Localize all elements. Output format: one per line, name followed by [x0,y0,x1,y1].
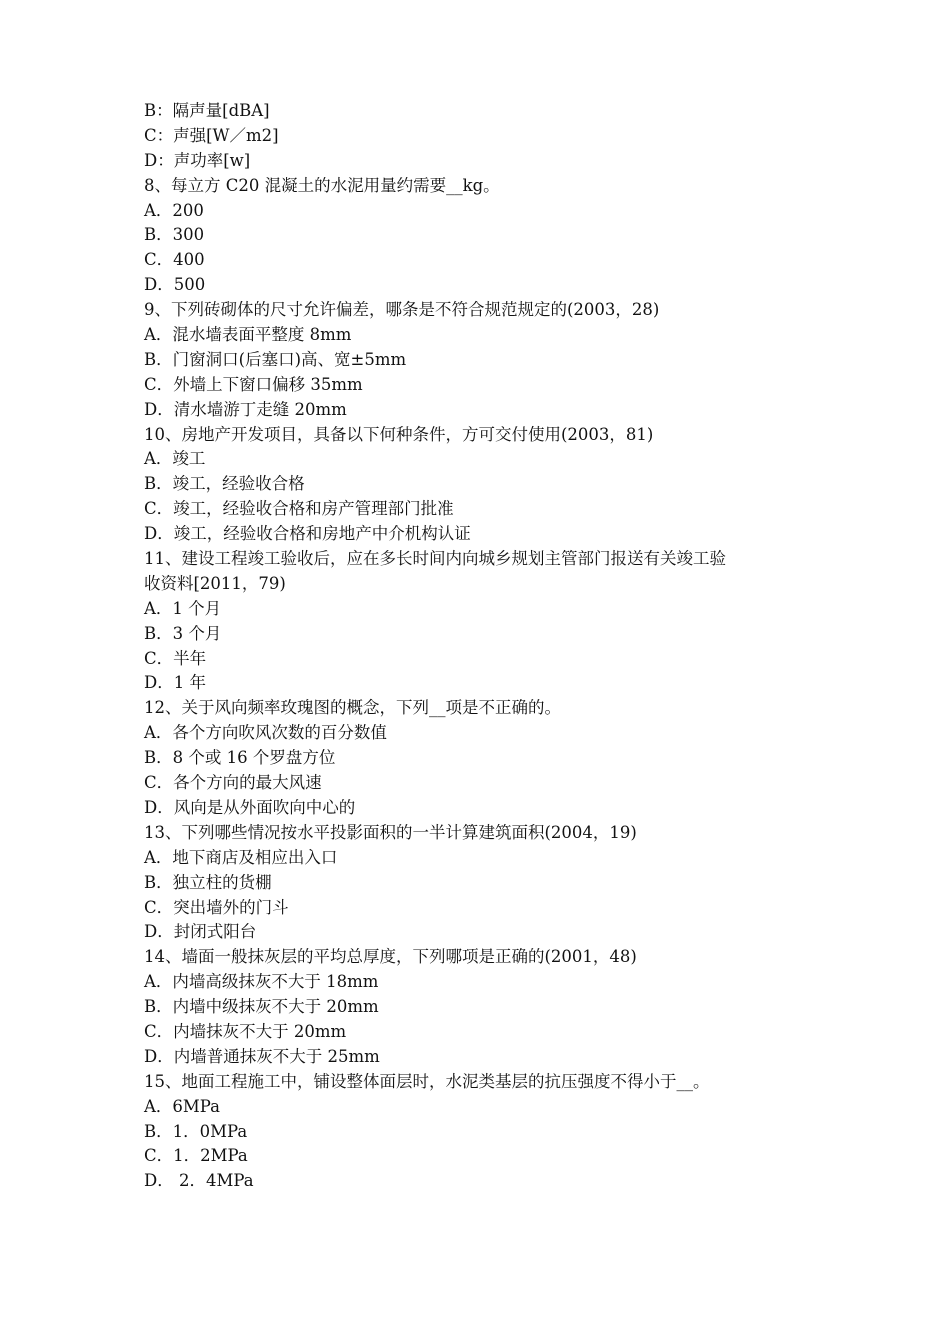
option-line: D：声功率[w] [144,150,251,170]
option-line: B．内墙中级抹灰不大于 20mm [144,997,379,1017]
option-line: B．竣工，经验收合格 [144,474,305,494]
option-line: D．竣工，经验收合格和房地产中介机构认证 [144,524,471,544]
option-line: C．突出墙外的门斗 [144,897,289,917]
option-line: A．内墙高级抹灰不大于 18mm [144,972,379,992]
option-line: C：声强[W／m2] [144,125,279,145]
option-line: B：隔声量[dBA] [144,101,270,120]
option-line: C．半年 [144,648,207,668]
option-line: B．独立柱的货棚 [144,872,272,892]
question-9: 9、下列砖砌体的尺寸允许偏差，哪条是不符合规范规定的(2003，28) [144,300,660,320]
option-line: D．封闭式阳台 [144,922,257,942]
option-line: D．1 年 [144,673,206,693]
option-line: C．各个方向的最大风速 [144,773,322,793]
option-line: D． 2．4MPa [144,1171,254,1191]
question-11: 11、建设工程竣工验收后，应在多长时间内向城乡规划主管部门报送有关竣工验 [144,549,726,569]
option-line: C．竣工，经验收合格和房产管理部门批准 [144,499,454,519]
option-line: D．内墙普通抹灰不大于 25mm [144,1046,380,1066]
option-line: A．地下商店及相应出入口 [144,847,338,867]
question-12: 12、关于风向频率玫瑰图的概念，下列__项是不正确的。 [144,698,561,718]
option-line: B．3 个月 [144,623,222,643]
question-10: 10、房地产开发项目，具备以下何种条件，方可交付使用(2003，81) [144,424,654,444]
question-15: 15、地面工程施工中，铺设整体面层时，水泥类基层的抗压强度不得小于__。 [144,1071,710,1091]
option-line: A．6MPa [144,1096,221,1116]
option-line: D．清水墙游丁走缝 20mm [144,399,347,419]
option-line: D．500 [144,275,206,295]
option-line: C．1．2MPa [144,1146,248,1166]
option-line: A．200 [144,200,204,220]
option-line: C．内墙抹灰不大于 20mm [144,1021,347,1041]
option-line: C．外墙上下窗口偏移 35mm [144,374,363,394]
option-line: B．1．0MPa [144,1121,248,1141]
option-line: A．混水墙表面平整度 8mm [144,325,352,345]
question-8: 8、每立方 C20 混凝土的水泥用量约需要__kg。 [144,175,500,195]
question-13: 13、下列哪些情况按水平投影面积的一半计算建筑面积(2004，19) [144,822,637,842]
question-14: 14、墙面一般抹灰层的平均总厚度，下列哪项是正确的(2001，48) [144,947,637,967]
option-line: B．门窗洞口(后塞口)高、宽±5mm [144,349,407,369]
option-line: B．300 [144,225,205,245]
document-body [144,99,824,1194]
option-line: B．8 个或 16 个罗盘方位 [144,748,336,768]
option-line: A．竣工 [144,449,206,469]
option-line: A．各个方向吹风次数的百分数值 [144,723,387,743]
option-line: C．400 [144,250,205,270]
option-line: A．1 个月 [144,598,222,618]
option-line: D．风向是从外面吹向中心的 [144,797,356,817]
question-11-continued: 收资料[2011，79) [144,573,286,593]
